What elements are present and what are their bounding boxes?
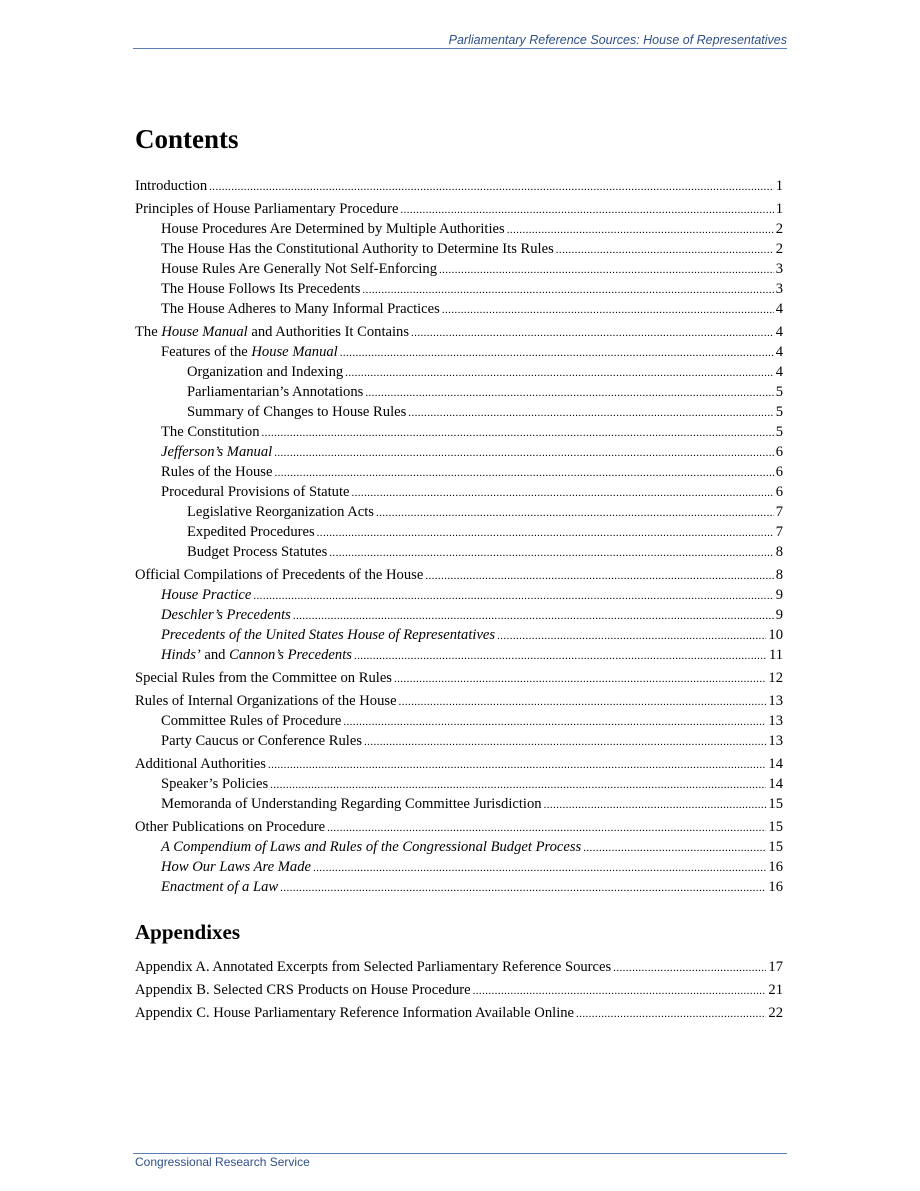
toc-entry-label-part: Special Rules from the Committee on Rules xyxy=(135,670,392,686)
contents-title: Contents xyxy=(135,124,239,154)
toc-entry-label xyxy=(161,423,260,442)
dot-leader xyxy=(345,364,774,383)
toc-entry-label xyxy=(161,606,291,625)
toc-entry-label-part: Precedents of the United States House of Representatives xyxy=(161,627,496,643)
toc-entry-page-number: 13 xyxy=(768,693,783,709)
dot-leader xyxy=(364,733,766,752)
toc-entry[interactable] xyxy=(135,463,783,483)
toc-entry[interactable] xyxy=(135,795,783,815)
toc-entry-page-number: 5 xyxy=(775,424,783,440)
toc-entry[interactable] xyxy=(135,260,783,280)
toc-entry-label xyxy=(161,795,542,814)
dot-leader xyxy=(394,670,766,689)
toc-entry-page-number: 6 xyxy=(775,464,783,480)
toc-entry-label-part: The House Follows Its Precedents xyxy=(161,281,361,297)
toc-entry-label xyxy=(135,669,392,688)
toc-entry-label-part: Official Compilations of Precedents of the House xyxy=(135,567,424,583)
toc-entry[interactable] xyxy=(135,586,783,606)
dot-leader xyxy=(313,859,766,878)
toc-entry[interactable] xyxy=(135,443,783,463)
dot-leader xyxy=(329,544,773,563)
toc-entry-label-part: Appendix A. Annotated Excerpts from Selected Parliamentary Reference Sources xyxy=(135,959,612,975)
toc-entry-label-part: Other Publications on Procedure xyxy=(135,819,326,835)
toc-entry[interactable] xyxy=(135,503,783,523)
dot-leader xyxy=(376,504,774,523)
toc-entry[interactable] xyxy=(135,323,783,343)
toc-entry-label xyxy=(161,300,440,319)
toc-entry-label xyxy=(135,818,325,837)
toc-entry-label-part: Deschler’s Precedents xyxy=(161,607,291,623)
toc-entry-label-part: House Manual xyxy=(251,344,338,360)
toc-entry-page-number: 9 xyxy=(775,607,783,623)
toc-entry-label-part: The Constitution xyxy=(161,424,260,440)
toc-entry-label xyxy=(135,177,207,196)
toc-entry[interactable] xyxy=(135,240,783,260)
toc-entry-page-number: 15 xyxy=(768,796,783,812)
toc-entry-label xyxy=(135,200,398,219)
toc-entry-page-number: 2 xyxy=(775,241,783,257)
toc-entry[interactable] xyxy=(135,483,783,503)
toc-entry-label-part: Appendix C. House Parliamentary Reference Information Available Online xyxy=(135,1005,575,1021)
dot-leader xyxy=(209,178,774,197)
toc-entry[interactable] xyxy=(135,692,783,712)
toc-entry[interactable] xyxy=(135,981,783,1001)
toc-entry-label-part: Budget Process Statutes xyxy=(187,544,328,560)
dot-leader xyxy=(317,524,774,543)
toc-entry-label-part: How Our Laws Are Made xyxy=(161,859,311,875)
toc-entry[interactable] xyxy=(135,838,783,858)
toc-entry-label-part: and Authorities It Contains xyxy=(247,324,410,340)
toc-entry-label xyxy=(161,586,251,605)
appendix-list xyxy=(135,955,783,1024)
toc-entry[interactable] xyxy=(135,200,783,220)
toc-entry[interactable] xyxy=(135,732,783,752)
toc-entry-page-number: 4 xyxy=(775,344,783,360)
toc-entry[interactable] xyxy=(135,1004,783,1024)
toc-entry-label-part: Parliamentarian’s Annotations xyxy=(187,384,364,400)
toc-entry-label xyxy=(135,755,266,774)
toc-entry[interactable] xyxy=(135,543,783,563)
toc-entry[interactable] xyxy=(135,626,783,646)
toc-entry-label xyxy=(187,403,406,422)
toc-entry-label-part: Hinds’ xyxy=(161,647,201,663)
dot-leader xyxy=(556,241,774,260)
toc-entry-label-part: House Procedures Are Determined by Multiple Authorities xyxy=(161,221,505,237)
toc-entry-page-number: 2 xyxy=(775,221,783,237)
toc-entry-label-part: Legislative Reorganization Acts xyxy=(187,504,374,520)
dot-leader xyxy=(343,713,766,732)
toc-entry-page-number: 15 xyxy=(768,819,783,835)
toc-entry-page-number: 14 xyxy=(768,776,783,792)
toc-entry-label xyxy=(135,566,423,585)
toc-entry-page-number: 6 xyxy=(775,484,783,500)
dot-leader xyxy=(274,444,774,463)
toc-entry[interactable] xyxy=(135,280,783,300)
dot-leader xyxy=(613,959,766,978)
toc-entry[interactable] xyxy=(135,523,783,543)
dot-leader xyxy=(507,221,774,240)
toc-entry-label-part: The House Adheres to Many Informal Practices xyxy=(161,301,440,317)
toc-entry[interactable] xyxy=(135,220,783,240)
toc-entry-page-number: 3 xyxy=(775,281,783,297)
toc-entry-page-number: 4 xyxy=(775,324,783,340)
toc-entry-page-number: 7 xyxy=(775,504,783,520)
toc-entry-page-number: 1 xyxy=(775,201,783,217)
toc-entry-label xyxy=(187,363,343,382)
toc-entry-label-part: Procedural Provisions of Statute xyxy=(161,484,350,500)
dot-leader xyxy=(442,301,774,320)
toc-entry-label xyxy=(161,838,581,857)
toc-entry-label xyxy=(161,280,360,299)
toc-entry[interactable] xyxy=(135,858,783,878)
dot-leader xyxy=(365,384,773,403)
dot-leader xyxy=(400,201,773,220)
toc-entry[interactable] xyxy=(135,403,783,423)
toc-entry-page-number: 3 xyxy=(775,261,783,277)
dot-leader xyxy=(262,424,774,443)
toc-entry-label-part: Introduction xyxy=(135,178,208,194)
dot-leader xyxy=(408,404,773,423)
toc-entry-label xyxy=(135,981,471,1000)
toc-entry[interactable] xyxy=(135,363,783,383)
toc-entry[interactable] xyxy=(135,606,783,626)
dot-leader xyxy=(497,627,766,646)
toc-entry-label xyxy=(161,626,495,645)
toc-entry[interactable] xyxy=(135,300,783,320)
toc-entry-label-part: Appendix B. Selected CRS Products on House Procedure xyxy=(135,982,471,998)
dot-leader xyxy=(253,587,773,606)
toc-entry-label xyxy=(161,463,272,482)
toc-entry-label-part: Rules of the House xyxy=(161,464,273,480)
toc-entry[interactable] xyxy=(135,177,783,197)
running-header: Parliamentary Reference Sources: House of Representatives xyxy=(448,33,787,47)
toc-entry[interactable] xyxy=(135,566,783,586)
table-of-contents xyxy=(135,174,783,898)
toc-entry[interactable] xyxy=(135,343,783,363)
header-rule xyxy=(133,48,787,49)
dot-leader xyxy=(351,484,773,503)
toc-entry-label-part: Principles of House Parliamentary Procedure xyxy=(135,201,399,217)
toc-entry-label xyxy=(161,343,338,362)
toc-entry-label xyxy=(161,878,278,897)
toc-entry-label-part: Committee Rules of Procedure xyxy=(161,713,342,729)
toc-entry-label-part: Party Caucus or Conference Rules xyxy=(161,733,363,749)
toc-entry-label xyxy=(135,1004,574,1023)
toc-entry-label-part: The xyxy=(135,324,162,340)
toc-entry-page-number: 6 xyxy=(775,444,783,460)
toc-entry-label xyxy=(161,732,362,751)
toc-entry-label-part: and xyxy=(200,647,230,663)
toc-entry[interactable] xyxy=(135,878,783,898)
toc-entry-page-number: 13 xyxy=(768,713,783,729)
toc-entry-page-number: 11 xyxy=(768,647,783,663)
toc-entry-label xyxy=(187,503,374,522)
toc-entry-label xyxy=(187,543,327,562)
toc-entry-page-number: 12 xyxy=(768,670,783,686)
toc-entry[interactable] xyxy=(135,775,783,795)
dot-leader xyxy=(274,464,773,483)
toc-entry[interactable] xyxy=(135,383,783,403)
toc-entry-label xyxy=(135,692,397,711)
dot-leader xyxy=(362,281,773,300)
toc-entry-page-number: 13 xyxy=(768,733,783,749)
footer-rule xyxy=(133,1153,787,1154)
toc-entry-label xyxy=(161,220,505,239)
dot-leader xyxy=(411,324,774,343)
toc-entry-label xyxy=(187,523,315,542)
toc-entry-label-part: Expedited Procedures xyxy=(187,524,315,540)
dot-leader xyxy=(473,982,767,1001)
toc-entry-label xyxy=(161,483,349,502)
toc-entry-label xyxy=(161,712,341,731)
toc-entry-label-part: Rules of Internal Organizations of the House xyxy=(135,693,397,709)
toc-entry-page-number: 8 xyxy=(775,544,783,560)
toc-entry-page-number: 9 xyxy=(775,587,783,603)
toc-entry-page-number: 8 xyxy=(775,567,783,583)
toc-entry-label-part: Features of the xyxy=(161,344,252,360)
dot-leader xyxy=(439,261,774,280)
toc-entry-label xyxy=(161,646,352,665)
dot-leader xyxy=(293,607,774,626)
dot-leader xyxy=(583,839,766,858)
toc-entry-label-part: Speaker’s Policies xyxy=(161,776,269,792)
toc-entry-label-part: House Practice xyxy=(161,587,252,603)
toc-entry-page-number: 16 xyxy=(768,879,783,895)
toc-entry-label xyxy=(161,260,437,279)
toc-entry[interactable] xyxy=(135,958,783,978)
dot-leader xyxy=(270,776,766,795)
toc-entry-page-number: 1 xyxy=(775,178,783,194)
toc-entry-page-number: 22 xyxy=(768,1005,783,1021)
toc-entry-page-number: 15 xyxy=(768,839,783,855)
toc-entry[interactable] xyxy=(135,669,783,689)
toc-entry-page-number: 5 xyxy=(775,384,783,400)
toc-entry-label xyxy=(187,383,363,402)
toc-entry-label xyxy=(161,858,311,877)
toc-entry-page-number: 16 xyxy=(768,859,783,875)
toc-entry[interactable] xyxy=(135,755,783,775)
toc-entry-label-part: House Manual xyxy=(161,324,248,340)
toc-entry-label-part: The House Has the Constitutional Authority to Determine Its Rules xyxy=(161,241,554,257)
toc-entry-label xyxy=(161,443,272,462)
appendixes-title: Appendixes xyxy=(135,920,241,944)
toc-entry-label xyxy=(135,323,409,342)
dot-leader xyxy=(340,344,774,363)
toc-entry-label-part: Cannon’s Precedents xyxy=(229,647,352,663)
toc-entry-label xyxy=(161,240,554,259)
dot-leader xyxy=(425,567,773,586)
toc-entry-page-number: 5 xyxy=(775,404,783,420)
toc-entry-label-part: Enactment of a Law xyxy=(161,879,279,895)
toc-entry[interactable] xyxy=(135,818,783,838)
dot-leader xyxy=(268,756,766,775)
dot-leader xyxy=(327,819,766,838)
footer-organization: Congressional Research Service xyxy=(135,1155,310,1169)
dot-leader xyxy=(280,879,766,898)
toc-entry-label-part: Summary of Changes to House Rules xyxy=(187,404,407,420)
dot-leader xyxy=(576,1005,766,1024)
toc-entry-label-part: House Rules Are Generally Not Self-Enforcing xyxy=(161,261,437,277)
toc-entry-page-number: 21 xyxy=(768,982,783,998)
toc-entry-page-number: 4 xyxy=(775,301,783,317)
dot-leader xyxy=(399,693,767,712)
dot-leader xyxy=(544,796,767,815)
toc-entry-page-number: 7 xyxy=(775,524,783,540)
toc-entry[interactable] xyxy=(135,712,783,732)
toc-entry-page-number: 4 xyxy=(775,364,783,380)
toc-entry-label-part: Additional Authorities xyxy=(135,756,266,772)
dot-leader xyxy=(354,647,767,666)
toc-entry-label xyxy=(161,775,268,794)
toc-entry-page-number: 17 xyxy=(768,959,783,975)
toc-entry-page-number: 10 xyxy=(768,627,783,643)
toc-entry[interactable] xyxy=(135,423,783,443)
toc-entry-page-number: 14 xyxy=(768,756,783,772)
toc-entry-label-part: Organization and Indexing xyxy=(187,364,344,380)
toc-entry-label-part: Jefferson’s Manual xyxy=(161,444,273,460)
toc-entry-label-part: Memoranda of Understanding Regarding Committee Jurisdiction xyxy=(161,796,542,812)
toc-entry[interactable] xyxy=(135,646,783,666)
toc-entry-label-part: A Compendium of Laws and Rules of the Congressional Budget Process xyxy=(161,839,582,855)
toc-entry-label xyxy=(135,958,611,977)
